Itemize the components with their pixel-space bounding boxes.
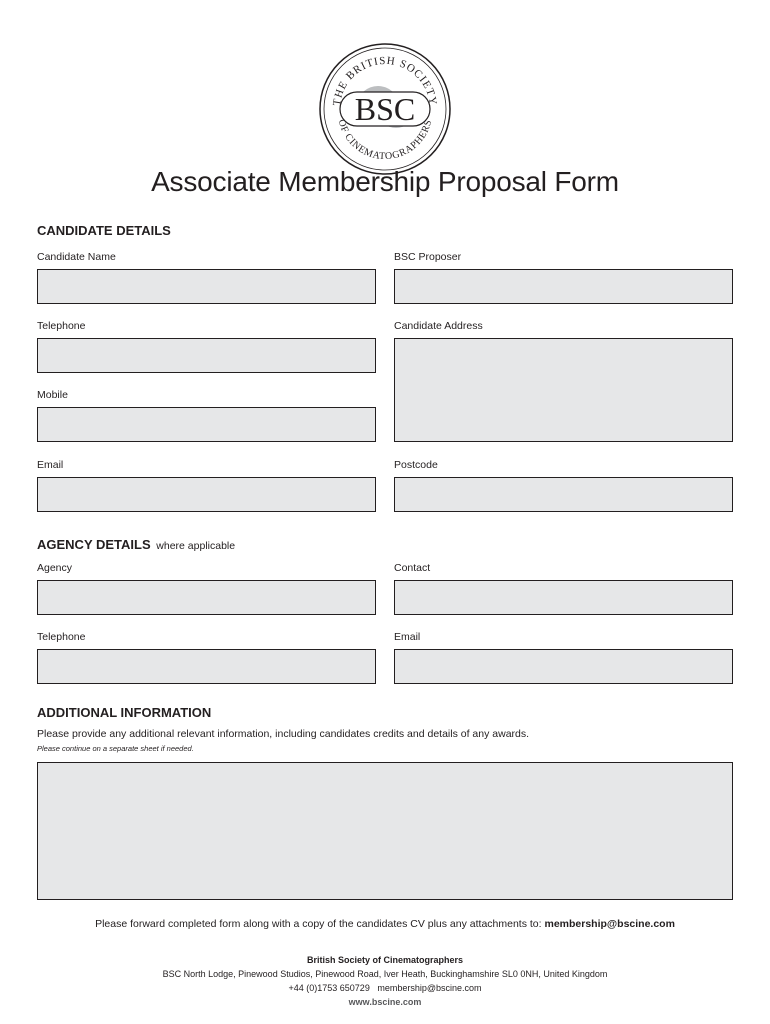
additional-info-description: Please provide any additional relevant information, including candidates credits and details of any awards. — [37, 728, 530, 740]
contact-label: Contact — [394, 562, 431, 574]
bsc-proposer-field[interactable] — [394, 269, 733, 304]
agency-details-title: AGENCY DETAILS — [37, 537, 151, 552]
candidate-name-label: Candidate Name — [37, 251, 116, 263]
agency-details-heading — [37, 537, 235, 552]
agency-email-field[interactable] — [394, 649, 733, 684]
postcode-label: Postcode — [394, 459, 438, 471]
agency-telephone-field[interactable] — [37, 649, 376, 684]
bsc-proposer-label: BSC Proposer — [394, 251, 462, 263]
email-field[interactable] — [37, 477, 376, 512]
footer-address: BSC North Lodge, Pinewood Studios, Pinewood Road, Iver Heath, Buckinghamshire SL0 0NH, United Kingdom — [162, 969, 608, 979]
footer-website-link[interactable]: www.bscine.com — [348, 997, 422, 1007]
agency-email-label: Email — [394, 631, 421, 643]
candidate-name-field[interactable] — [37, 269, 376, 304]
agency-label: Agency — [37, 562, 73, 574]
candidate-address-field[interactable] — [394, 338, 733, 442]
footer-org: British Society of Cinematographers — [306, 955, 464, 965]
contact-field[interactable] — [394, 580, 733, 615]
candidate-details-heading: CANDIDATE DETAILS — [37, 223, 171, 238]
footer-contact: +44 (0)1753 650729 membership@bscine.com — [288, 983, 482, 993]
agency-telephone-label: Telephone — [37, 631, 86, 643]
forward-email-link[interactable]: membership@bscine.com — [544, 918, 675, 930]
telephone-label: Telephone — [37, 320, 86, 332]
candidate-address-label: Candidate Address — [394, 320, 483, 332]
page-title: Associate Membership Proposal Form — [151, 166, 619, 197]
additional-info-field[interactable] — [37, 762, 733, 900]
telephone-field[interactable] — [37, 338, 376, 373]
additional-info-note: Please continue on a separate sheet if needed. — [37, 744, 194, 753]
mobile-field[interactable] — [37, 407, 376, 442]
email-label: Email — [37, 459, 64, 471]
footer — [0, 953, 770, 1009]
forward-text: Please forward completed form along with a copy of the candidates CV plus any attachments to: — [95, 918, 542, 930]
bsc-logo — [318, 42, 452, 176]
forward-instructions — [0, 918, 770, 930]
logo-arc-bottom: OF CINEMATOGRAPHERS — [335, 118, 435, 163]
postcode-field[interactable] — [394, 477, 733, 512]
logo-arc-top: THE BRITISH SOCIETY — [331, 54, 440, 107]
mobile-label: Mobile — [37, 389, 68, 401]
logo-mark: BSC — [354, 91, 416, 127]
bsc-seal-icon — [318, 42, 452, 176]
additional-info-heading: ADDITIONAL INFORMATION — [37, 705, 212, 720]
agency-field[interactable] — [37, 580, 376, 615]
agency-details-subheading: where applicable — [156, 540, 236, 552]
